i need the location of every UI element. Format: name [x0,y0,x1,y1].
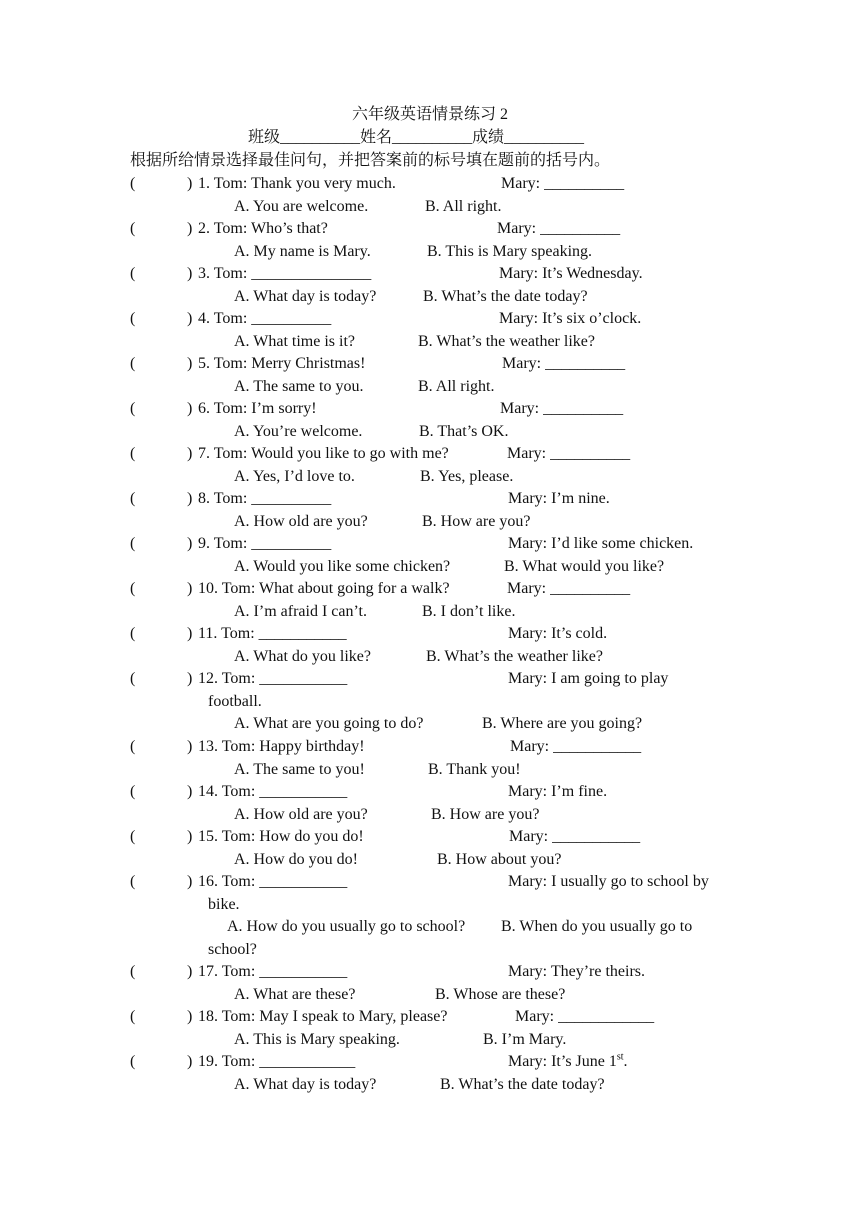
answer-paren-open: ( [130,535,136,552]
option-a: A. What are you going to do? [234,715,424,732]
question-mary: Mary: __________ [507,445,631,462]
option-b: B. All right. [418,378,495,395]
question-mary-tail: . [623,1053,628,1070]
option-b: B. I don’t like. [422,603,516,620]
option-b: B. What’s the weather like? [418,333,595,350]
question-mary: Mary: I’m fine. [508,783,608,800]
option-a: A. How do you do! [234,851,358,868]
question-mary-continued: football. [208,693,262,710]
option-a: A. You are welcome. [234,198,369,215]
option-b: B. Thank you! [428,761,521,778]
option-a: A. How old are you? [234,513,368,530]
question-mary: Mary: __________ [502,355,626,372]
option-a: A. This is Mary speaking. [234,1031,400,1048]
answer-paren-close: ) [187,1053,193,1070]
question-tom: 6. Tom: I’m sorry! [198,400,317,417]
answer-paren-close: ) [187,670,193,687]
answer-paren-close: ) [187,783,193,800]
question-mary: Mary: It’s Wednesday. [499,265,643,282]
answer-paren-close: ) [187,445,193,462]
answer-paren-close: ) [187,355,193,372]
answer-paren-open: ( [130,490,136,507]
option-b: B. How about you? [437,851,562,868]
option-b: B. Yes, please. [420,468,514,485]
question-mary: Mary: ___________ [509,828,641,845]
instructions: 根据所给情景选择最佳问句，并把答案前的标号填在题前的括号内。 [130,152,611,169]
answer-paren-open: ( [130,220,136,237]
option-b: B. Whose are these? [435,986,566,1003]
question-tom: 19. Tom: ____________ [198,1053,356,1070]
answer-paren-open: ( [130,828,136,845]
option-b: B. Where are you going? [482,715,643,732]
question-mary: Mary: ____________ [515,1008,655,1025]
answer-paren-close: ) [187,310,193,327]
answer-paren-open: ( [130,1008,136,1025]
question-tom: 2. Tom: Who’s that? [198,220,328,237]
option-a: A. Would you like some chicken? [234,558,451,575]
answer-paren-close: ) [187,400,193,417]
answer-paren-close: ) [187,580,193,597]
answer-paren-open: ( [130,963,136,980]
question-tom: 1. Tom: Thank you very much. [198,175,396,192]
question-tom: 12. Tom: ___________ [198,670,348,687]
answer-paren-open: ( [130,670,136,687]
option-a: A. The same to you! [234,761,365,778]
question-mary: Mary: It’s cold. [508,625,608,642]
question-tom: 8. Tom: __________ [198,490,332,507]
answer-paren-open: ( [130,400,136,417]
option-a: A. What day is today? [234,1076,377,1093]
option-b: B. What’s the weather like? [426,648,603,665]
answer-paren-open: ( [130,1053,136,1070]
question-mary [508,1051,628,1073]
answer-paren-close: ) [187,828,193,845]
question-mary: Mary: ___________ [510,738,642,755]
answer-paren-open: ( [130,310,136,327]
option-b: B. When do you usually go to [501,918,693,935]
answer-paren-open: ( [130,738,136,755]
answer-paren-close: ) [187,265,193,282]
answer-paren-open: ( [130,580,136,597]
answer-paren-open: ( [130,783,136,800]
question-tom: 17. Tom: ___________ [198,963,348,980]
question-tom: 18. Tom: May I speak to Mary, please? [198,1008,448,1025]
question-mary: Mary: It’s six o’clock. [499,310,642,327]
option-b: B. That’s OK. [419,423,509,440]
question-tom: 15. Tom: How do you do! [198,828,364,845]
question-mary: Mary: I’m nine. [508,490,610,507]
page-title: 六年级英语情景练习 2 [351,106,508,123]
question-mary: Mary: __________ [497,220,621,237]
answer-paren-close: ) [187,220,193,237]
question-tom: 9. Tom: __________ [198,535,332,552]
option-a: A. The same to you. [234,378,364,395]
answer-paren-close: ) [187,963,193,980]
question-tom: 4. Tom: __________ [198,310,332,327]
option-b-continued: school? [208,941,257,958]
option-a: A. What do you like? [234,648,372,665]
student-info-line: 班级__________姓名__________成绩__________ [248,129,585,146]
answer-paren-open: ( [130,355,136,372]
question-tom: 16. Tom: ___________ [198,873,348,890]
answer-paren-close: ) [187,625,193,642]
question-tom: 7. Tom: Would you like to go with me? [198,445,449,462]
answer-paren-open: ( [130,445,136,462]
option-b: B. What’s the date today? [423,288,588,305]
option-b: B. What’s the date today? [440,1076,605,1093]
question-tom: 3. Tom: _______________ [198,265,372,282]
question-mary: Mary: __________ [507,580,631,597]
answer-paren-close: ) [187,1008,193,1025]
question-tom: 5. Tom: Merry Christmas! [198,355,366,372]
option-a: A. You’re welcome. [234,423,363,440]
question-tom: 11. Tom: ___________ [198,625,347,642]
answer-paren-open: ( [130,625,136,642]
question-mary: Mary: I’d like some chicken. [508,535,694,552]
answer-paren-close: ) [187,175,193,192]
option-b: B. How are you? [422,513,531,530]
option-a: A. What time is it? [234,333,356,350]
question-mary: Mary: I usually go to school by [508,873,709,890]
question-mary: Mary: __________ [500,400,624,417]
question-mary-text: Mary: It’s June 1 [508,1053,617,1070]
answer-paren-open: ( [130,265,136,282]
answer-paren-open: ( [130,873,136,890]
answer-paren-close: ) [187,535,193,552]
answer-paren-close: ) [187,738,193,755]
option-b: B. How are you? [431,806,540,823]
question-tom: 10. Tom: What about going for a walk? [198,580,450,597]
question-mary: Mary: __________ [501,175,625,192]
answer-paren-close: ) [187,873,193,890]
option-a: A. I’m afraid I can’t. [234,603,367,620]
option-a: A. What day is today? [234,288,377,305]
option-b: B. This is Mary speaking. [427,243,593,260]
question-mary-continued: bike. [208,896,240,913]
question-mary: Mary: They’re theirs. [508,963,645,980]
option-a: A. How do you usually go to school? [227,918,466,935]
option-a: A. Yes, I’d love to. [234,468,355,485]
ordinal-suffix: st [616,1051,624,1063]
question-tom: 13. Tom: Happy birthday! [198,738,365,755]
question-mary: Mary: I am going to play [508,670,669,687]
option-a: A. What are these? [234,986,356,1003]
question-tom: 14. Tom: ___________ [198,783,348,800]
option-b: B. All right. [425,198,502,215]
answer-paren-open: ( [130,175,136,192]
option-a: A. How old are you? [234,806,368,823]
option-a: A. My name is Mary. [234,243,371,260]
answer-paren-close: ) [187,490,193,507]
option-b: B. I’m Mary. [483,1031,567,1048]
option-b: B. What would you like? [504,558,665,575]
